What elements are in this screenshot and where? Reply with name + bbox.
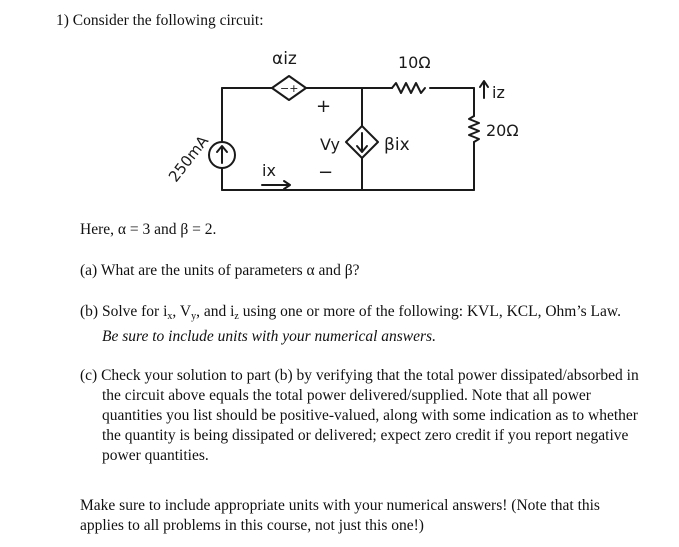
part-a-text: What are the units of parameters α and β? xyxy=(100,262,360,279)
problem-number: 1) xyxy=(56,12,69,29)
ix-arrow xyxy=(262,181,290,189)
units-note: Make sure to include appropriate units with your numerical answers! (Note that this applies to all problems in this course, not just this one!) xyxy=(80,497,600,534)
problem-intro: Consider the following circuit: xyxy=(72,12,264,29)
part-b-sub-x: x xyxy=(167,311,173,322)
resistor-10-ohm xyxy=(392,83,425,93)
source-current-label: 250mA xyxy=(164,132,213,186)
dep-voltage-label: αiz xyxy=(272,49,297,69)
iz-label: iz xyxy=(492,83,505,102)
vy-plus: + xyxy=(316,96,332,117)
given-values: Here, α = 3 and β = 2. xyxy=(80,221,217,238)
part-b-text-before: Solve for i xyxy=(101,303,168,320)
part-a xyxy=(80,261,662,281)
part-a-label: (a) xyxy=(80,262,98,279)
dep-current-label: βix xyxy=(384,135,410,155)
part-b-sub-y: y xyxy=(191,311,197,322)
resistor-20-ohm xyxy=(469,116,479,142)
dependent-current-arrow xyxy=(357,133,367,152)
part-b-emphasis: Be sure to include units with your numerical answers. xyxy=(102,328,436,345)
current-source-arrow xyxy=(217,146,227,163)
part-b-text-mid1: , V xyxy=(172,303,192,320)
resistor-right-label: 20Ω xyxy=(486,121,519,140)
circuit-diagram xyxy=(0,0,679,200)
part-c-label: (c) xyxy=(80,367,98,384)
vy-minus: − xyxy=(318,162,334,183)
part-b-label: (b) xyxy=(80,303,99,320)
part-b-text-mid2: , and i xyxy=(196,303,235,320)
part-c xyxy=(80,366,642,466)
dep-voltage-sign: −+ xyxy=(280,82,299,95)
resistor-top-label: 10Ω xyxy=(398,53,431,72)
iz-arrow xyxy=(480,81,488,98)
part-b-sub-z: z xyxy=(234,311,239,322)
part-b-text-after: using one or more of the following: KVL, KCL, Ohm’s Law. xyxy=(238,303,621,320)
part-c-text: Check your solution to part (b) by verifying that the total power dissipated/absorbed in the circuit above equals the total power delivered/supplied. Note that all power quantities you list should be positive-valued, along with some indication as to whether the quantity is being dissipated or delivered; expect zero credit if you report negative power quantities. xyxy=(101,367,639,464)
vy-label: Vy xyxy=(320,135,340,154)
part-b xyxy=(80,302,627,347)
ix-label: ix xyxy=(262,161,276,180)
